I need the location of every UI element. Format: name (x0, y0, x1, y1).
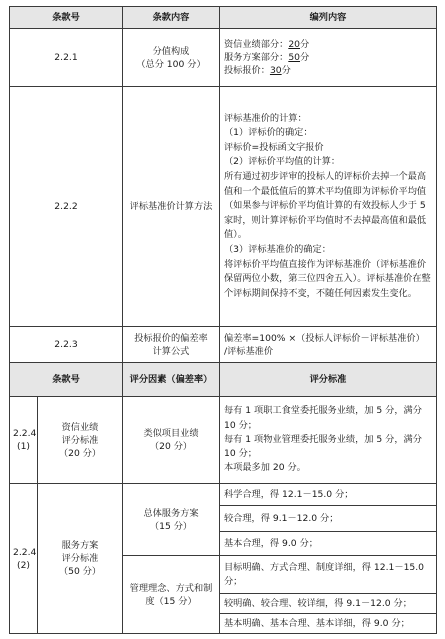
category-cell: 服务方案 评分标准 （50 分） (38, 484, 123, 634)
score-item: 服务方案部分：50分 (224, 52, 310, 63)
clause-number: 2.2.3 (10, 327, 123, 363)
header-standard: 评分标准 (220, 363, 437, 397)
category-cell: 资信业绩 评分标准 （20 分） (38, 397, 123, 484)
clause-number: 2.2.2 (10, 87, 123, 327)
standard-item: 基本明确、基本合理、基本详细，得 9.0 分； (220, 614, 437, 634)
header-clause-no: 条款号 (10, 7, 123, 29)
clause-number: 2.2.4 (1) (10, 397, 38, 484)
factor-cell: 总体服务方案 （15 分） (123, 484, 220, 556)
header-detail: 编列内容 (220, 7, 437, 29)
clause-content: 分值构成 （总分 100 分） (123, 29, 220, 87)
factor-cell: 类似项目业绩 （20 分） (123, 397, 220, 484)
clause-content: 投标报价的偏差率 计算公式 (123, 327, 220, 363)
factor-cell: 管理理念、方式和制 度（15 分） (123, 556, 220, 634)
top-header-row (10, 7, 437, 29)
table-row (10, 397, 437, 484)
standard-cell: 每有 1 项职工食堂委托服务业绩，加 5 分，满分 10 分； 每有 1 项物业管理委托服务业绩，加 5 分，满分 10 分； 本项最多加 20 分。 (220, 397, 437, 484)
table-row (10, 484, 437, 506)
bottom-header-row (10, 363, 437, 397)
standard-item: 较明确、较合理、较详细，得 9.1－12.0 分； (220, 594, 437, 614)
header-clause-content: 条款内容 (123, 7, 220, 29)
standard-item: 基本合理，得 9.0 分； (220, 532, 437, 556)
scoring-table (9, 6, 437, 634)
standard-item: 较合理，得 9.1－12.0 分； (220, 506, 437, 532)
header-factor: 评分因素（偏差率） (123, 363, 220, 397)
clause-detail (220, 29, 437, 87)
table-row (10, 29, 437, 87)
table-row (10, 327, 437, 363)
clause-detail: 评标基准价的计算： （1）评标价的确定： 评标价=投标函文字报价 （2）评标价平均值的计算： 所有通过初步评审的投标人的评标价去掉一个最高值和一个最低值后的算术平均值即为评标价平均值（如果参与评标价平均值计算的有效投标人少于 5 家时，则计算评标价平均值时不去掉最高值和最低值）。 （3）评标基准价的确定： 将评标价平均值直接作为评标基准价（评标基准价保留两位小数，第三位四舍五入）。评标基准价在整个评标期间保持不变，不随任何因素发生变化。 (220, 87, 437, 327)
clause-number: 2.2.1 (10, 29, 123, 87)
table-row (10, 87, 437, 327)
clause-detail: 偏差率=100% ×（投标人评标价－评标基准价） /评标基准价 (220, 327, 437, 363)
standard-item: 目标明确、方式合理、制度详细，得 12.1－15.0 分； (220, 556, 437, 594)
score-item: 资信业绩部分：20分 (224, 39, 310, 50)
clause-content: 评标基准价计算方法 (123, 87, 220, 327)
standard-item: 科学合理，得 12.1－15.0 分； (220, 484, 437, 506)
score-item: 投标报价：30分 (224, 65, 291, 76)
header-clause-no: 条款号 (10, 363, 123, 397)
clause-number: 2.2.4 (2) (10, 484, 38, 634)
